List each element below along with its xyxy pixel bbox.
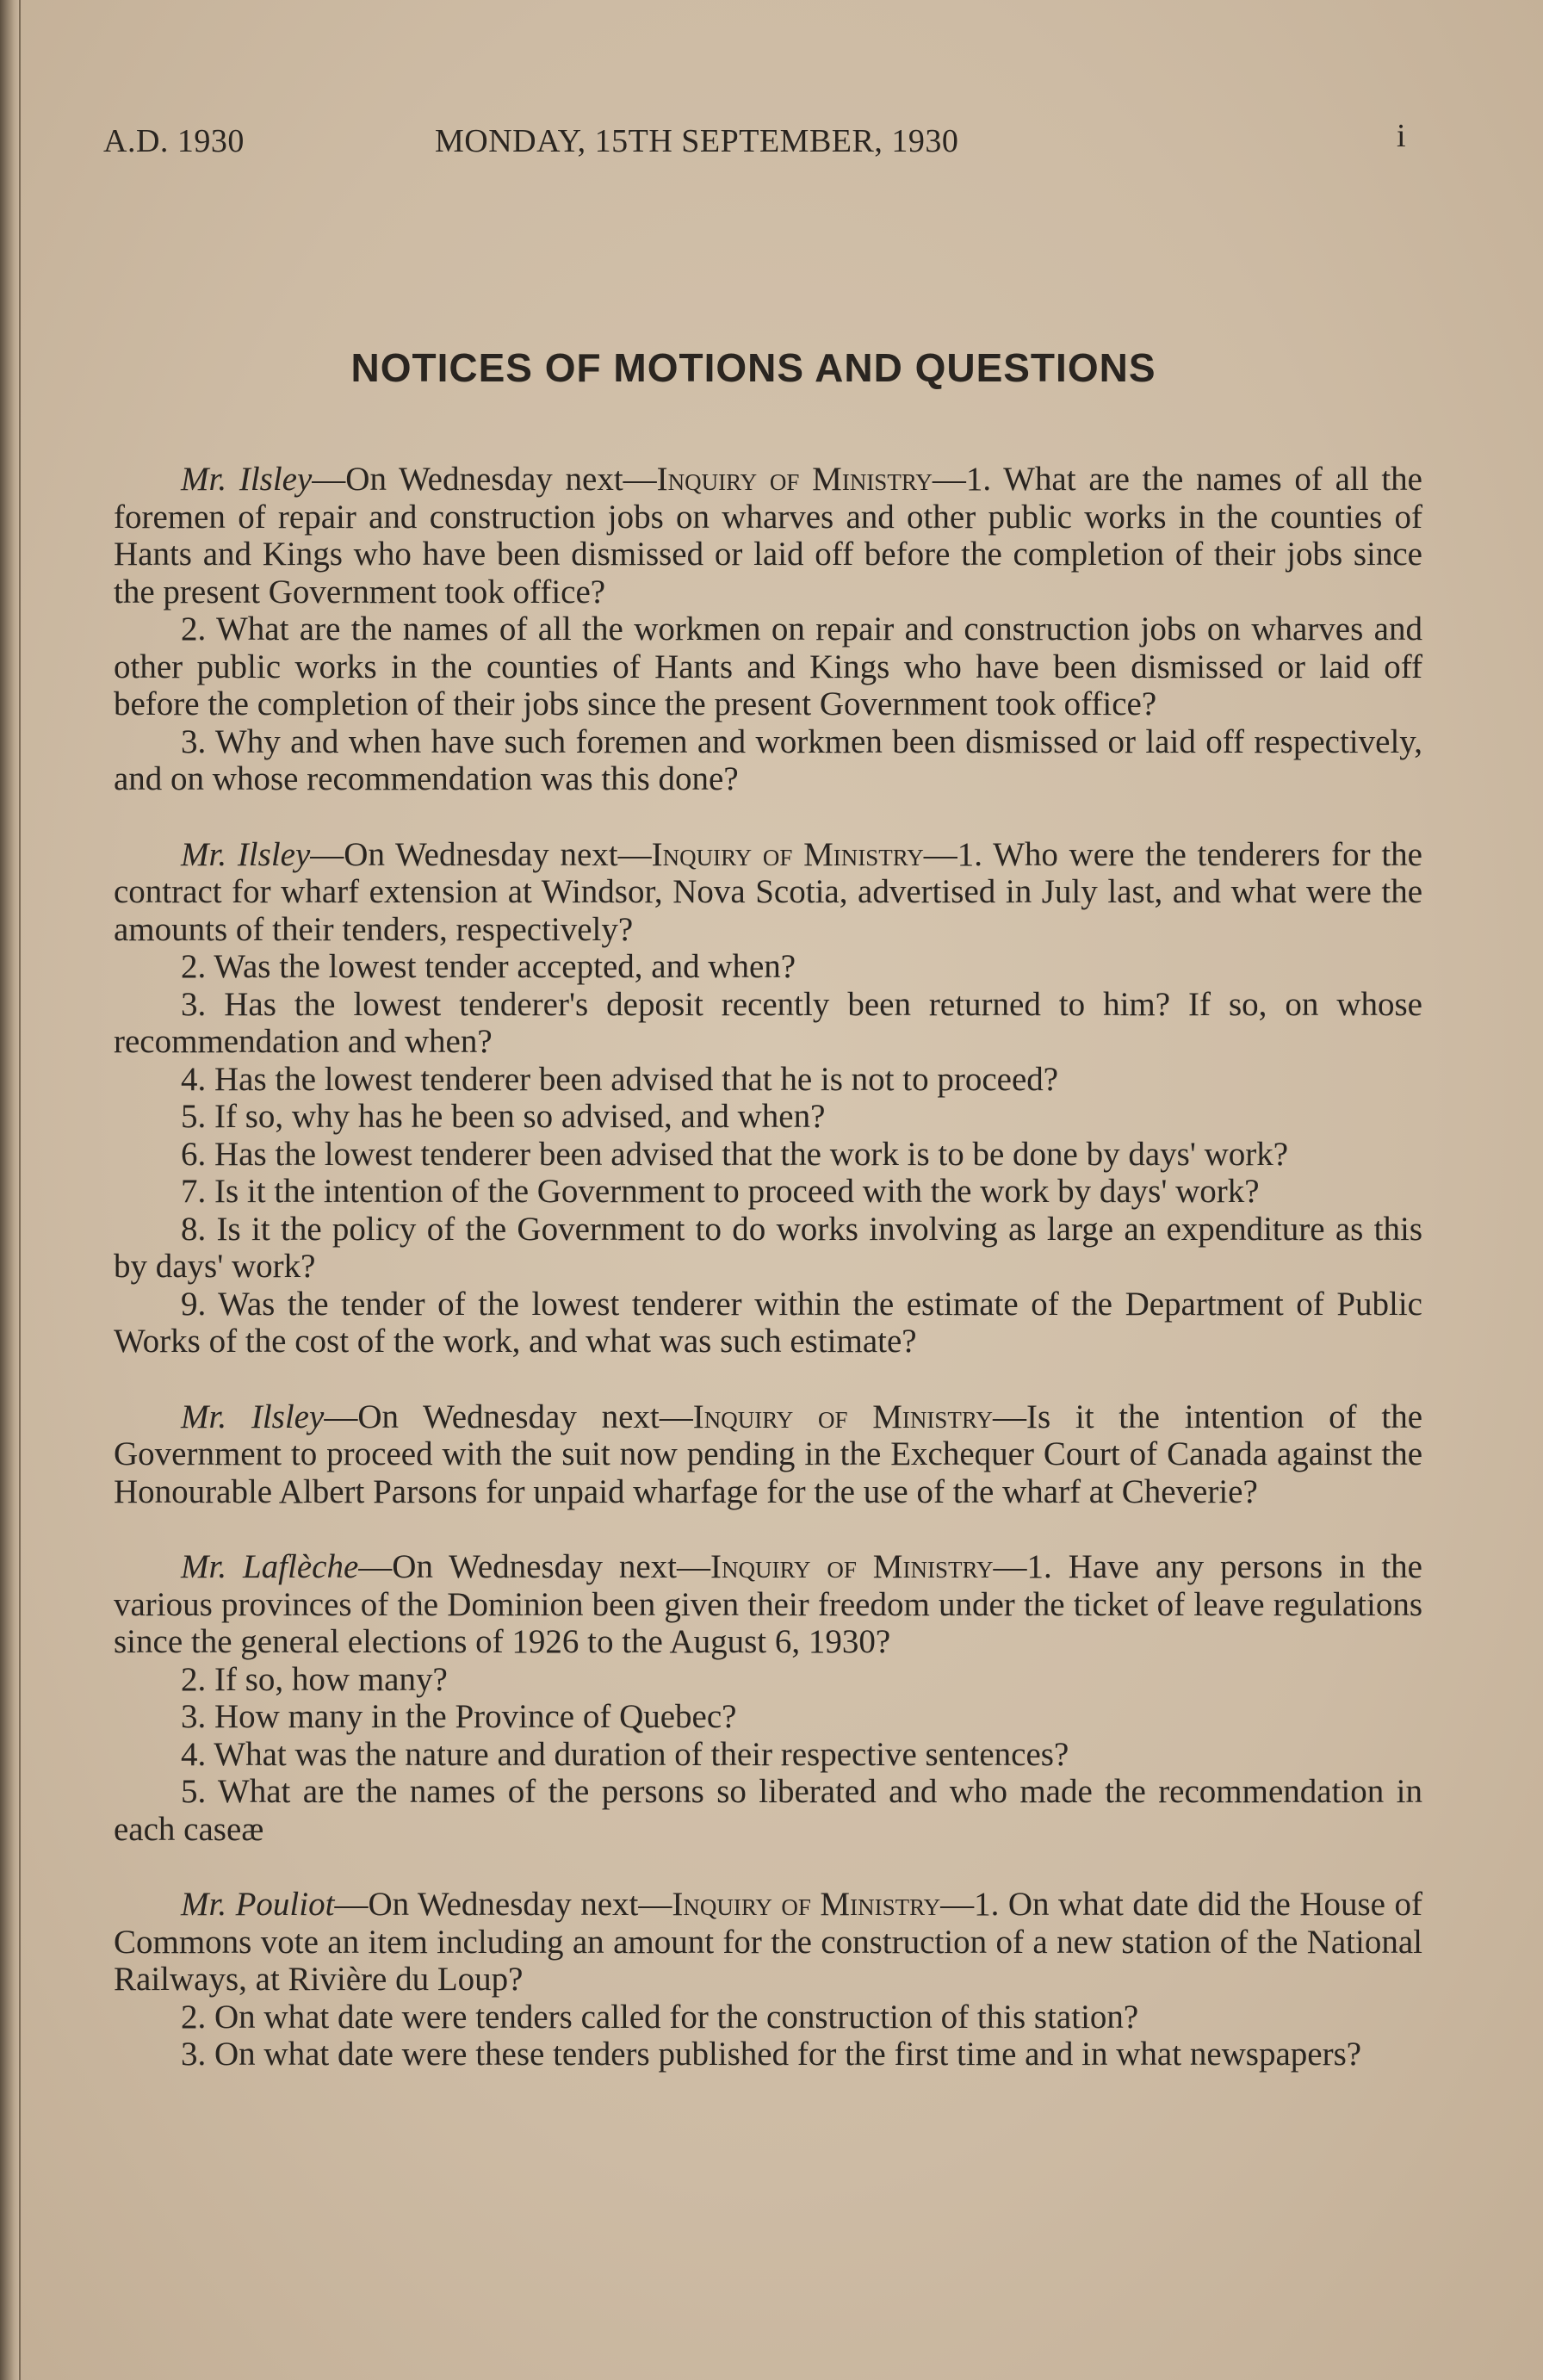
motion-question-paragraph <box>114 723 1422 798</box>
inquiry-label: Inquiry of Ministry <box>692 1398 993 1435</box>
header-year: A.D. 1930 <box>103 123 245 159</box>
motion-intro: —On Wednesday next— <box>324 1398 693 1435</box>
question-text: 2. If so, how many? <box>181 1660 448 1698</box>
question-text: 6. Has the lowest tenderer been advised that the work is to be done by days' work? <box>181 1135 1289 1173</box>
motion-question-paragraph <box>114 1999 1422 2036</box>
question-text: 8. Is it the policy of the Government to do works involving as large an expenditure as this by days' work? <box>114 1210 1422 1285</box>
motion-question-paragraph <box>114 1773 1422 1848</box>
motion-question-paragraph <box>114 2036 1422 2073</box>
inquiry-label: Inquiry of Ministry <box>710 1548 994 1585</box>
motion-question-paragraph <box>114 1136 1422 1174</box>
motion-entry <box>114 461 1422 798</box>
question-text: 4. Has the lowest tenderer been advised that he is not to proceed? <box>181 1060 1059 1098</box>
question-text: 4. What was the nature and duration of their respective sentences? <box>181 1735 1069 1773</box>
question-text: 3. How many in the Province of Quebec? <box>181 1698 737 1735</box>
motion-opening-paragraph <box>114 1548 1422 1661</box>
question-text: 3. Has the lowest tenderer's deposit recently been returned to him? If so, on whose recommendation and when? <box>114 985 1422 1060</box>
question-text: 9. Was the tender of the lowest tenderer within the estimate of the Department of Public Works of the cost of the work, and what was such estimate? <box>114 1285 1422 1360</box>
page-title: NOTICES OF MOTIONS AND QUESTIONS <box>350 345 1156 390</box>
motion-question-paragraph <box>114 1661 1422 1699</box>
member-name: Mr. Ilsley <box>181 1398 325 1435</box>
motion-question-paragraph <box>114 1698 1422 1736</box>
motion-opening-paragraph <box>114 461 1422 610</box>
page-number: i <box>1397 118 1407 154</box>
question-text: —1. What are the names of all the foremen of repair and construction jobs on wharves and other public works in the counties of Hants and Kings who have been dismissed or laid off before the completion of their jobs since the present Government took office? <box>114 461 1422 610</box>
inquiry-label: Inquiry of Ministry <box>651 835 924 873</box>
question-text: —1. On what date did the House of Commons vote an item including an amount for the construction of a new station of the National Railways, at Rivière du Loup? <box>114 1886 1422 1998</box>
member-name: Mr. Laflèche <box>181 1548 359 1585</box>
member-name: Mr. Ilsley <box>181 461 313 498</box>
motion-question-paragraph <box>114 948 1422 986</box>
running-head <box>103 118 1438 165</box>
question-text: 5. What are the names of the persons so liberated and who made the recommendation in each caseæ <box>114 1773 1422 1848</box>
question-text: 2. What are the names of all the workmen on repair and construction jobs on wharves and other public works in the counties of Hants and Kings who have been dismissed or laid off before the completion of their jobs since the present Government took office? <box>114 610 1422 722</box>
question-text: —Is it the intention of the Government to proceed with the suit now pending in the Exchequer Court of Canada against the Honourable Albert Parsons for unpaid wharfage for the use of the wharf at Cheverie? <box>114 1398 1423 1510</box>
question-text: —1. Who were the tenderers for the contract for wharf extension at Windsor, Nova Scotia, advertised in July last, and what were the amounts of their tenders, respectively? <box>114 835 1422 948</box>
motion-entry <box>114 1886 1422 2073</box>
question-text: 5. If so, why has he been so advised, and when? <box>181 1098 826 1135</box>
question-text: 2. Was the lowest tender accepted, and when? <box>181 948 796 985</box>
question-text: 3. On what date were these tenders published for the first time and in what newspapers? <box>181 2036 1362 2073</box>
motion-opening-paragraph <box>114 1398 1422 1511</box>
inquiry-label: Inquiry of Ministry <box>656 461 933 498</box>
motion-question-paragraph <box>114 1736 1422 1774</box>
motion-question-paragraph <box>114 1211 1422 1286</box>
motion-entry <box>114 836 1422 1360</box>
member-name: Mr. Ilsley <box>181 835 311 873</box>
question-text: 7. Is it the intention of the Government to proceed with the work by days' work? <box>181 1173 1260 1210</box>
motion-question-paragraph <box>114 1061 1422 1099</box>
header-date: MONDAY, 15TH SEPTEMBER, 1930 <box>435 123 959 159</box>
motion-intro: —On Wednesday next— <box>358 1548 710 1585</box>
motion-question-paragraph <box>114 1098 1422 1136</box>
motion-entry <box>114 1398 1422 1511</box>
question-text: 2. On what date were tenders called for the construction of this station? <box>181 1998 1139 2036</box>
motion-opening-paragraph <box>114 1886 1422 1999</box>
motion-intro: —On Wednesday next— <box>310 835 652 873</box>
motion-question-paragraph <box>114 610 1422 723</box>
motion-question-paragraph <box>114 1286 1422 1360</box>
motions-list <box>114 461 1422 2111</box>
motion-intro: —On Wednesday next— <box>312 461 657 498</box>
question-text: —1. Have any persons in the various provinces of the Dominion been given their freedom under the ticket of leave regulations since the general elections of 1926 to the August 6, 1930? <box>114 1548 1422 1660</box>
member-name: Mr. Pouliot <box>181 1886 335 1923</box>
motion-question-paragraph <box>114 986 1422 1061</box>
inquiry-label: Inquiry of Ministry <box>672 1886 941 1923</box>
motion-entry <box>114 1548 1422 1848</box>
motion-question-paragraph <box>114 1173 1422 1211</box>
motion-intro: —On Wednesday next— <box>334 1886 672 1923</box>
motion-opening-paragraph <box>114 836 1422 949</box>
question-text: 3. Why and when have such foremen and workmen been dismissed or laid off respectively, and on whose recommendation was this done? <box>114 722 1422 797</box>
